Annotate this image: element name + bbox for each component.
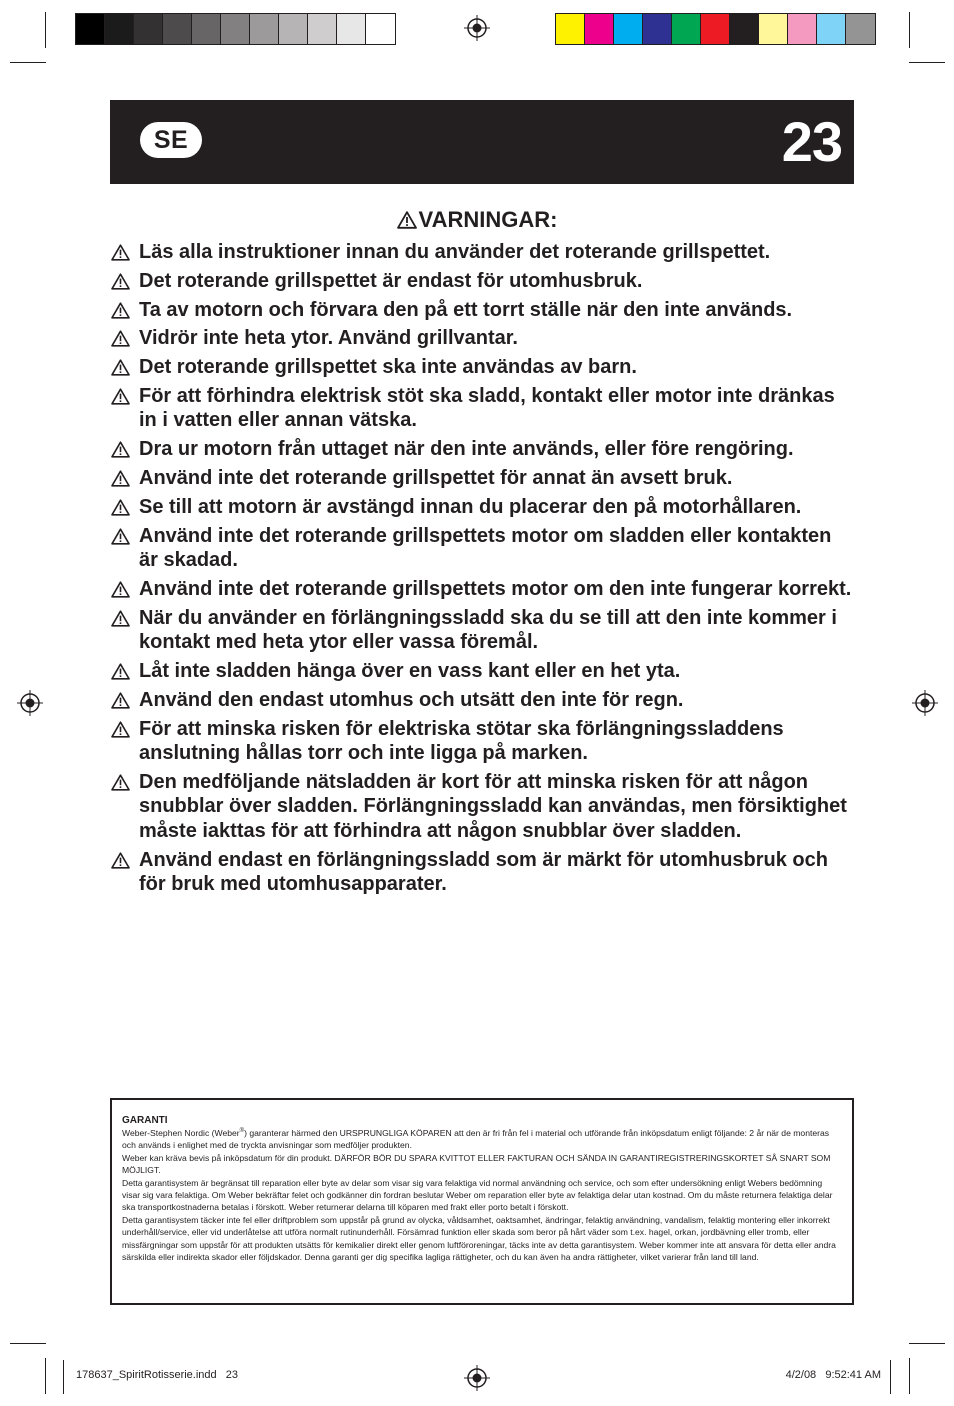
warning-triangle-icon xyxy=(111,330,130,347)
process-color-bar xyxy=(555,13,876,45)
color-swatch xyxy=(105,14,134,44)
warnings-list xyxy=(110,240,855,901)
warning-item xyxy=(110,577,855,602)
warning-item xyxy=(110,770,855,844)
warning-item xyxy=(110,384,855,433)
color-swatch xyxy=(788,14,817,44)
color-swatch xyxy=(672,14,701,44)
color-swatch xyxy=(250,14,279,44)
color-swatch xyxy=(759,14,788,44)
warning-text: Det roterande grillspettet ska inte användas av barn. xyxy=(139,356,637,379)
warning-triangle-icon xyxy=(111,663,130,680)
warning-text: Dra ur motorn från uttaget när den inte används, eller före rengöring. xyxy=(139,438,794,461)
color-swatch xyxy=(556,14,585,44)
color-swatch xyxy=(846,14,875,44)
warranty-paragraph: Detta garantisystem är begränsat till reparation eller byte av delar som visar sig vara felaktiga vid normal användning och service, och som efter undersökning enligt Webers bedömning visar sig vara felaktiga. Om Weber bekräftar felet och godkänner din fordran beslutar Weber om reparation eller byte av felaktiga delar utan kostnad. Om du måste returnera felaktiga delar ska transportkostnaderna betalas i förskott. Weber returnerar delarna till köparen med frakt eller porto betalt i förskott. xyxy=(122,1177,833,1213)
color-swatch xyxy=(308,14,337,44)
warranty-paragraph: Weber kan kräva bevis på inköpsdatum för din produkt. DÄRFÖR BÖR DU SPARA KVITTOT ELLER FAKTURAN OCH SÄNDA IN GARANTIREGISTRERINGSKORTET SÅ SNART SOM MÖJLIGT. xyxy=(122,1152,831,1176)
warning-text: Ta av motorn och förvara den på ett torrt ställe när den inte används. xyxy=(139,298,793,321)
warning-triangle-icon xyxy=(111,388,130,405)
warning-text: Vidrör inte heta ytor. Använd grillvantar. xyxy=(139,327,518,350)
warning-item xyxy=(110,606,855,655)
warning-text: Använd endast en förlängningssladd som är märkt för utomhusbruk och för bruk med utomhusapparater. xyxy=(139,848,828,896)
warning-text: Det roterande grillspettet är endast för utomhusbruk. xyxy=(139,269,643,292)
page-header-band xyxy=(110,100,854,184)
warning-text: Använd den endast utomhus och utsätt den inte för regn. xyxy=(139,688,684,711)
color-swatch xyxy=(192,14,221,44)
warning-item xyxy=(110,326,855,351)
warning-item xyxy=(110,298,855,323)
warning-text: Använd inte det roterande grillspettets motor om den inte fungerar korrekt. xyxy=(139,577,852,600)
crop-mark xyxy=(45,1358,46,1394)
color-swatch xyxy=(163,14,192,44)
registration-mark-icon xyxy=(464,1365,490,1391)
grayscale-color-bar xyxy=(75,13,396,45)
warning-triangle-icon xyxy=(111,581,130,598)
warning-text: Den medföljande nätsladden är kort för att minska risken för att någon snubblar över sladden. Förlängningssladd kan användas, men försiktighet måste iakttas för att förhindra att någon snubblar över sladden. xyxy=(139,770,847,842)
color-swatch xyxy=(643,14,672,44)
warning-triangle-icon xyxy=(111,273,130,290)
warning-item xyxy=(110,524,855,573)
registration-mark-icon xyxy=(464,15,490,41)
warning-text: Använd inte det roterande grillspettet för annat än avsett bruk. xyxy=(139,467,733,490)
warnings-heading xyxy=(0,206,954,234)
warning-item xyxy=(110,495,855,520)
warning-triangle-icon xyxy=(111,470,130,487)
crop-mark xyxy=(10,62,46,63)
warning-text: För att minska risken för elektriska stötar ska förlängningssladdens anslutning hållas torr och inte ligga på marken. xyxy=(139,717,784,765)
warning-item xyxy=(110,355,855,380)
color-swatch xyxy=(701,14,730,44)
warning-text: Se till att motorn är avstängd innan du placerar den på motorhållaren. xyxy=(139,495,802,518)
warning-item xyxy=(110,437,855,462)
warranty-paragraph: Detta garantisystem täcker inte fel eller driftproblem som uppstår på grund av olycka, våldsamhet, oaktsamhet, ändringar, felaktig användning, vandalism, felaktig montering eller inkorrekt underhåll/service, eller vid underlåtelse att utföra normalt rutinunderhåll. Försämrad funktion eller skada som beror på hårt väder som t.ex. hagel, orkan, jordbävning eller tromb, eller missfärgningar som uppstår för att produkten utsätts för kemikalier direkt eller genom luftföroreningar, täcks inte av detta garantisystem. Weber kommer inte att ansvara för detta eller andra särskilda eller indirekta skador eller följdskador. Denna garanti ger dig specifika lagliga rättigheter, och du kan även ha andra rättigheter, vilket varierar från land till land. xyxy=(122,1214,836,1263)
language-badge: SE xyxy=(140,122,202,158)
warning-text: När du använder en förlängningssladd ska du se till att den inte kommer i kontakt med heta ytor eller vassa föremål. xyxy=(139,606,837,654)
warning-triangle-icon xyxy=(111,359,130,376)
crop-mark xyxy=(909,1358,910,1394)
color-swatch xyxy=(614,14,643,44)
warning-triangle-icon xyxy=(111,774,130,791)
file-slug: 178637_SpiritRotisserie.indd 23 xyxy=(76,1369,239,1381)
warning-text: Läs alla instruktioner innan du använder det roterande grillspettet. xyxy=(139,241,771,263)
warning-text: Låt inte sladden hänga över en vass kant eller en het yta. xyxy=(139,660,681,683)
warranty-box xyxy=(110,1098,854,1305)
color-swatch xyxy=(221,14,250,44)
registration-mark-icon xyxy=(17,690,43,716)
warning-triangle-icon xyxy=(111,528,130,545)
warning-item xyxy=(110,659,855,684)
crop-mark xyxy=(890,1360,891,1394)
warning-text: För att förhindra elektrisk stöt ska sladd, kontakt eller motor inte dränkas in i vatten eller annan vätska. xyxy=(139,384,835,432)
warning-item xyxy=(110,240,855,265)
color-swatch xyxy=(817,14,846,44)
color-swatch xyxy=(585,14,614,44)
crop-mark xyxy=(45,12,46,48)
warning-text: Använd inte det roterande grillspettets motor om sladden eller kontakten är skadad. xyxy=(139,524,832,572)
warning-item xyxy=(110,848,855,897)
warning-item xyxy=(110,466,855,491)
warning-triangle-icon xyxy=(111,721,130,738)
warning-triangle-icon xyxy=(111,610,130,627)
color-swatch xyxy=(279,14,308,44)
crop-mark xyxy=(909,1343,945,1344)
color-swatch xyxy=(134,14,163,44)
color-swatch xyxy=(730,14,759,44)
registration-mark-icon xyxy=(912,690,938,716)
warning-item xyxy=(110,688,855,713)
crop-mark xyxy=(63,1360,64,1394)
page-number: 23 xyxy=(781,110,842,173)
crop-mark xyxy=(909,12,910,48)
warranty-title: GARANTI xyxy=(122,1115,168,1126)
color-swatch xyxy=(366,14,395,44)
color-swatch xyxy=(76,14,105,44)
warning-triangle-icon xyxy=(111,852,130,869)
warning-item xyxy=(110,717,855,766)
warning-triangle-icon xyxy=(111,499,130,516)
crop-mark xyxy=(10,1343,46,1344)
warning-triangle-icon xyxy=(111,441,130,458)
warning-triangle-icon xyxy=(111,244,130,261)
warning-item xyxy=(110,269,855,294)
print-timestamp: 4/2/08 9:52:41 AM xyxy=(785,1369,881,1381)
warning-triangle-icon xyxy=(111,302,130,319)
warranty-paragraph: Weber-Stephen Nordic (Weber®) garanterar härmed den URSPRUNGLIGA KÖPAREN att den är fri från fel i material och utförande från inköpsdatum enligt följande: 2 år när de monteras och används i enlighet med de tryckta anvisningar som medföljer produkten. xyxy=(122,1128,830,1151)
warning-triangle-icon xyxy=(397,211,417,229)
crop-mark xyxy=(909,62,945,63)
color-swatch xyxy=(337,14,366,44)
warnings-title: VARNINGAR: xyxy=(418,207,558,232)
warning-triangle-icon xyxy=(111,692,130,709)
